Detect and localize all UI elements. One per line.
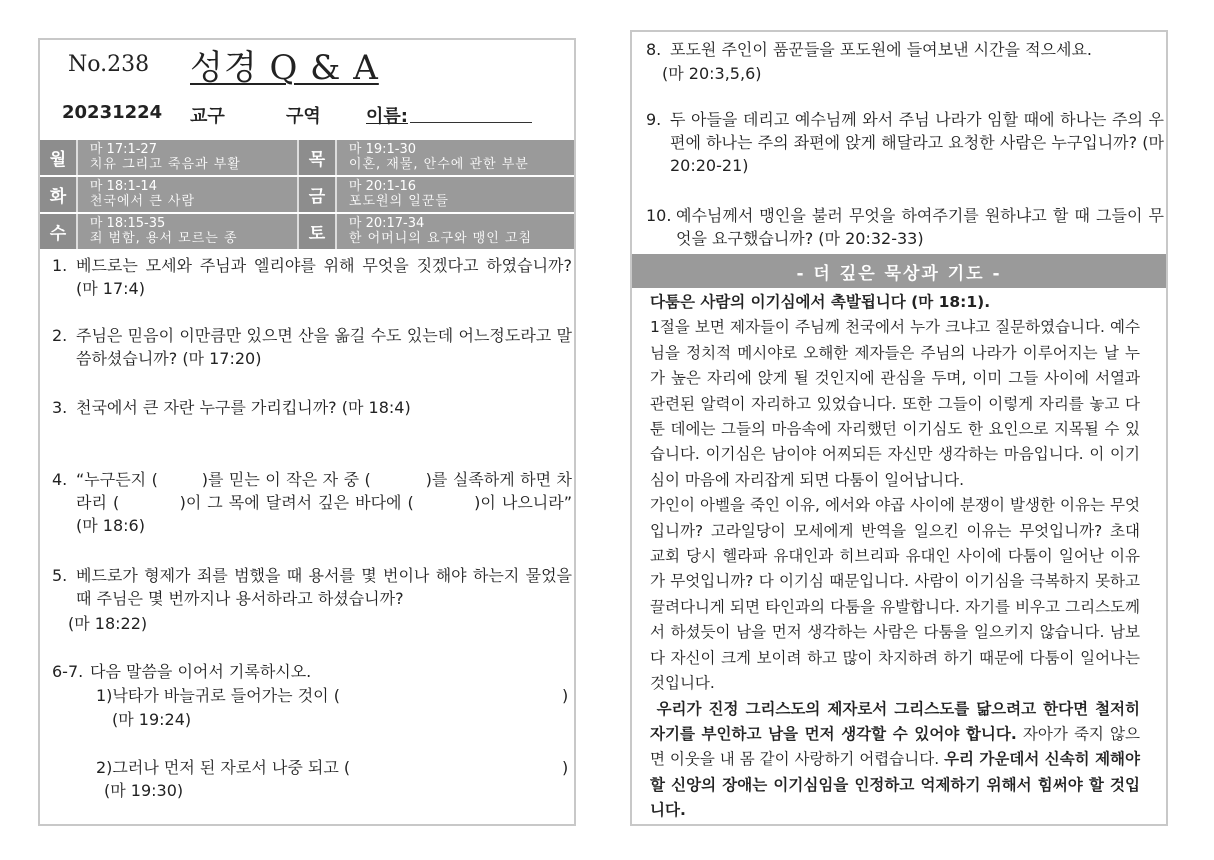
question-text: 베드로가 형제가 죄를 범했을 때 용서를 몇 번이나 해야 하는지 물었을 때 주님은 몇 번까지나 용서하라고 하셨습니까? [76,566,572,608]
question-number: 2. [52,326,68,345]
essay-text: 자아가 죽지 않으면 이웃을 내 몸 같이 사랑하기 어렵습니다. [650,724,1141,769]
reading-cell [337,140,574,175]
schedule-row [40,214,574,249]
essay-emphasis: 우리 가운데서 신속히 제해야 할 신앙의 장애는 이기심임을 인정하고 억제하기 위해서 힘써야 할 것입니다. [650,750,1140,820]
question-ref-text: (마 18:22) [68,614,148,633]
question-number: 1. [52,256,68,275]
question-item [646,204,1164,250]
reading-ref: 마 18:15-35 [89,216,166,231]
question-item [52,396,572,419]
left-panel [38,38,576,826]
day-label: 수 [40,214,78,249]
question-number: 9. [646,110,662,129]
church-label: 교구 [190,106,225,127]
fill-in-prompt: 2)그러나 먼저 된 자로서 나중 되고 ( [96,758,351,777]
question-number: 8. [646,40,662,59]
reading-ref: 마 17:1-27 [89,142,157,157]
day-label: 금 [299,177,337,212]
day-label: 화 [40,177,78,212]
question-text: “누구든지 ( )를 믿는 이 작은 자 중 ( )를 실족하게 하면 차라리 ( )이 그 목에 달려서 깊은 바다에 ( )이 나으니라” (마 18:6) [76,470,578,535]
question-item [52,254,572,300]
question-ref [52,612,572,635]
question-item [646,108,1164,177]
question-text: 예수님께서 맹인을 불러 무엇을 하여주기를 원하냐고 할 때 그들이 무엇을 요구했습니까? (마 20:32-33) [676,206,1164,248]
question-number: 6-7. [52,662,84,681]
reading-cell [78,177,299,212]
question-number: 5. [52,566,68,585]
fill-in-prompt: 1)낙타가 바늘귀로 들어가는 것이 ( [96,686,340,705]
day-label: 토 [299,214,337,249]
reading-ref: 마 19:1-30 [348,142,417,157]
reading-topic: 치유 그리고 죽음과 부활 [89,157,241,172]
reading-cell [337,177,574,212]
meditation-essay [650,290,1140,824]
question-number: 3. [52,398,68,417]
fill-in-ref: (마 19:24) [112,710,192,729]
question-number: 10. [646,206,672,225]
reading-ref: 마 18:1-14 [89,179,157,194]
reading-ref: 마 20:17-34 [348,216,425,231]
schedule-row [40,177,574,212]
day-label: 목 [299,140,337,175]
day-label: 월 [40,140,78,175]
reading-topic: 포도원의 일꾼들 [348,194,449,209]
essay-paragraph: 가인이 아벨을 죽인 이유, 에서와 야곱 사이에 분쟁이 발생한 이유는 무엇입니까? 고라일당이 모세에게 반역을 일으킨 이유는 무엇입니까? 초대 교회 당시 헬라파 유대인과 히브리파 유대인 사이에 다툼이 일어난 이유가 무엇입니까? 다 이기심 때문입니다. 사람이 이기심을 극복하지 못하고 끌려다니게 되면 타인과의 다툼을 유발합니다. 자기를 비우고 그리스도께서 하셨듯이 남을 먼저 생각하는 사람은 다툼을 일으키지 않습니다. 남보다 자신이 크게 보이려 하고 많이 차지하려 하기 때문에 다툼이 일어나는 것입니다. [650,496,1140,693]
date-label: 20231224 [62,102,163,123]
question-text: 두 아들을 데리고 예수님께 와서 주님 나라가 임할 때에 하나는 주의 우편에 하나는 주의 좌편에 앉게 해달라고 요청한 사람은 누구입니까? (마 20:20-21) [670,110,1164,175]
meditation-section-header: - 더 깊은 묵상과 기도 - [632,254,1166,288]
question-item [52,564,572,610]
reading-topic: 천국에서 큰 사람 [89,194,196,209]
reading-ref: 마 20:1-16 [348,179,417,194]
district-label: 구역 [286,106,321,127]
question-text: 다음 말씀을 이어서 기록하시오. [90,662,312,681]
question-ref-text: (마 20:3,5,6) [662,64,762,83]
essay-paragraph: 1절을 보면 제자들이 주님께 천국에서 누가 크냐고 질문하였습니다. 예수님을 정치적 메시야로 오해한 제자들은 주님의 나라가 이루어지는 날 누가 높은 자리에 앉게 될 것인지에 관심을 두며, 이미 그들 사이에 서열과 관련된 알력이 자리하고 있었습니다. 또한 그들이 이렇게 자리를 놓고 다툰 데에는 그들의 마음속에 자리했던 이기심도 한 요인으로 지목될 수 있습니다. 이기심은 남이야 어찌되든 자신만 생각하는 마음입니다. 이 이기심이 마음에 자리잡게 되면 다툼이 일어납니다. [650,318,1140,489]
question-text: 베드로는 모세와 주님과 엘리야를 위해 무엇을 짓겠다고 하였습니까? (마 17:4) [76,256,572,298]
reading-topic: 한 어머니의 요구와 맹인 고침 [348,231,533,246]
schedule-row [40,140,574,175]
reading-topic: 이혼, 재물, 안수에 관한 부분 [348,157,529,172]
question-item [52,324,572,370]
question-text: 천국에서 큰 자란 누구를 가리킵니까? (마 18:4) [76,398,411,417]
worksheet-title: 성경 Q & A [190,48,379,88]
question-item [52,660,572,683]
essay-emphasis: 우리가 진정 그리스도의 제자로서 그리스도를 닮으려고 한다면 철저히 자기를 부인하고 남을 먼저 생각할 수 있어야 합니다. [650,699,1140,743]
question-ref [646,62,1164,85]
fill-in-close: ) [562,686,569,705]
reading-cell [78,214,299,249]
reading-schedule [40,140,574,251]
name-label: 이름: [366,106,408,127]
question-item [52,468,578,537]
essay-paragraph [650,697,1140,824]
name-input-line[interactable] [410,122,532,123]
question-text: 포도원 주인이 품꾼들을 포도원에 들여보낸 시간을 적으세요. [670,40,1093,59]
question-number: 4. [52,470,68,489]
fill-in-close: ) [562,758,569,777]
question-item [646,38,1164,61]
question-text: 주님은 믿음이 이만큼만 있으면 산을 옮길 수도 있는데 어느정도라고 말씀하셨습니까? (마 17:20) [76,326,572,368]
issue-number: No.238 [68,52,150,77]
reading-topic: 죄 범함, 용서 모르는 종 [89,231,238,246]
fill-in-ref: (마 19:30) [104,781,184,800]
essay-heading: 다툼은 사람의 이기심에서 촉발됩니다 (마 18:1). [650,293,991,311]
reading-cell [78,140,299,175]
worksheet-header [40,40,574,140]
reading-cell [337,214,574,249]
right-panel [630,30,1168,826]
